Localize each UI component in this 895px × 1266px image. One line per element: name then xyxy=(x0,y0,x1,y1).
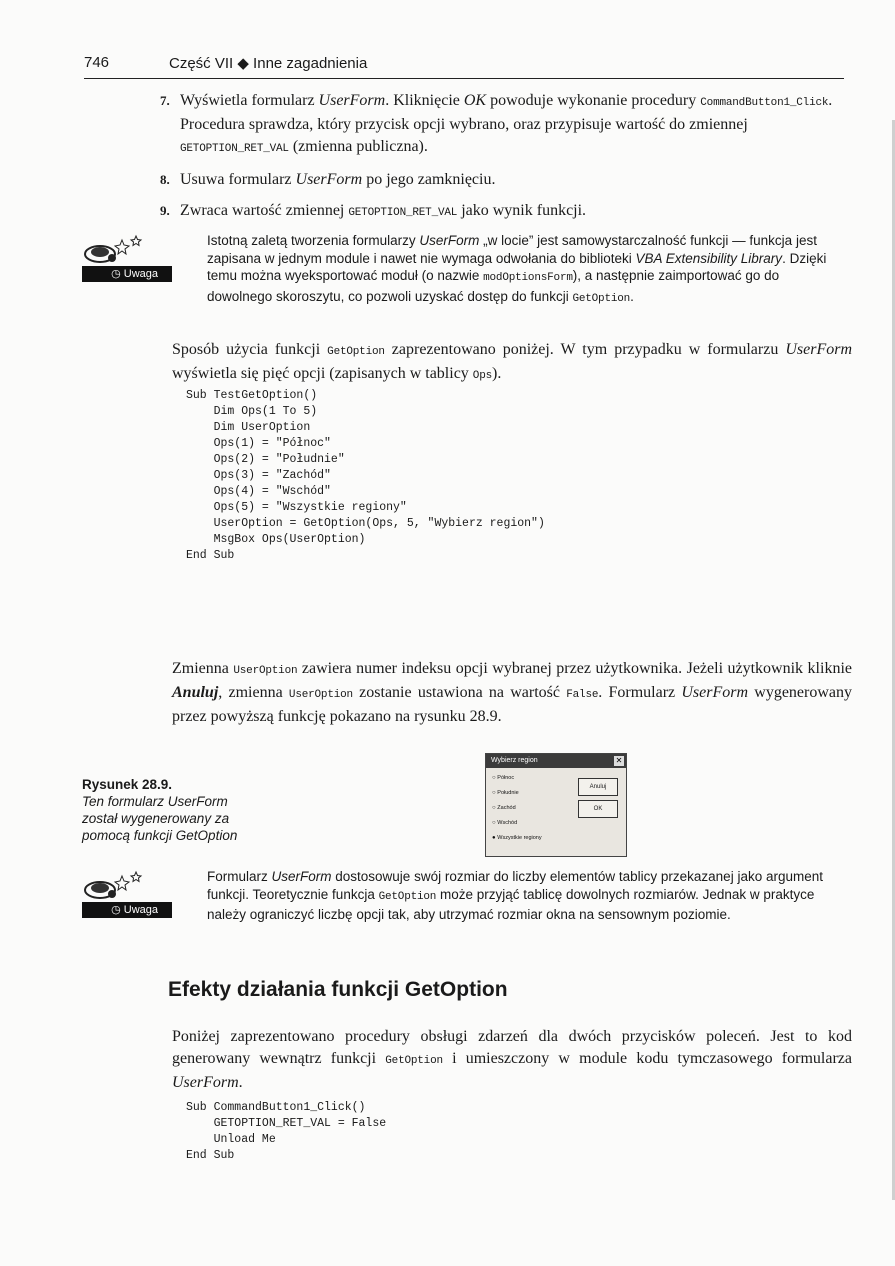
text-run: jako wynik funkcji. xyxy=(457,202,587,219)
dialog-option-selected: ● Wszystkie regiony xyxy=(492,834,542,842)
dialog-title-bar xyxy=(486,754,626,768)
text-run: ). xyxy=(492,365,502,382)
text-run: . Dzięki temu można wyeksportować moduł (o nazwie xyxy=(207,250,827,283)
text-run: , zmienna xyxy=(218,684,289,701)
list-item-text xyxy=(172,200,852,224)
emphasis: OK xyxy=(463,92,487,109)
sparkle-icon xyxy=(82,232,174,268)
sparkle-icon xyxy=(82,868,174,904)
note-label-text: Uwaga xyxy=(123,904,158,916)
list-item xyxy=(160,90,852,160)
emphasis: VBA Extensibility Library xyxy=(635,250,783,266)
emphasis: UserForm xyxy=(318,92,386,109)
text-run: po jego zamknięciu. xyxy=(362,171,496,188)
list-item-text xyxy=(172,169,852,191)
emphasis: UserForm xyxy=(419,233,480,248)
text-run: wygenerowany przez powyższą funkcję pokazano na rysunku 28.9. xyxy=(172,684,852,725)
code-block: Sub TestGetOption() Dim Ops(1 To 5) Dim UserOption Ops(1) = "Północ" Ops(2) = "Południe" Ops(3) = "Zachód" Ops(4) = "Wschód" Ops(5) = "Wszystkie regiony" UserOption = GetOption(Ops, 5, "Wybierz region") MsgBox Ops(UserOption) End Sub xyxy=(186,389,545,562)
note-text xyxy=(207,232,847,308)
text-run: . Procedura sprawdza, który przycisk opcji wybrano, oraz przypisuje wartość do zmiennej xyxy=(180,92,833,133)
text-run: . xyxy=(238,1074,243,1091)
dialog-option: ○ Zachód xyxy=(492,804,516,812)
code-term: False xyxy=(566,689,599,701)
code-term: CommandButton1_Click xyxy=(700,97,829,109)
code-term: Ops xyxy=(472,370,493,382)
text-run: . Kliknięcie xyxy=(385,92,464,109)
text-run: Usuwa formularz xyxy=(180,171,296,188)
text-run: Zmienna xyxy=(172,660,234,677)
part-title: Część VII ◆ Inne zagadnienia xyxy=(169,55,368,72)
code-term: UserOption xyxy=(233,665,298,677)
text-run: dostosowuje swój rozmiar do liczby elementów tablicy przekazanej jako argument funkcji. Teoretycznie funkcja xyxy=(207,869,823,902)
figure-caption-title: Rysunek 28.9. xyxy=(82,777,173,792)
dialog-option: ○ Południe xyxy=(492,789,519,797)
note-box xyxy=(82,232,852,322)
emphasis: UserForm xyxy=(681,684,749,701)
text-run: . xyxy=(630,288,634,304)
text-run: wyświetla się pięć opcji (zapisanych w tablicy xyxy=(172,365,473,382)
note-label-text: Uwaga xyxy=(123,268,158,280)
code-term: GetOption xyxy=(572,292,631,305)
code-term: GetOption xyxy=(378,890,437,903)
dialog-option: ○ Wschód xyxy=(492,819,517,827)
list-item xyxy=(160,169,852,191)
emphasis: UserForm xyxy=(295,171,363,188)
page-number: 746 xyxy=(84,54,110,71)
note-box xyxy=(82,868,852,948)
list-item-text xyxy=(172,90,852,160)
numbered-list xyxy=(160,90,852,233)
text-run: Wyświetla formularz xyxy=(180,92,319,109)
code-term: GetOption xyxy=(385,1055,443,1067)
code-term: GetOption xyxy=(327,346,385,358)
list-number: 9. xyxy=(160,203,170,218)
code-term: modOptionsForm xyxy=(483,272,573,284)
text-run: i umieszczony w module kodu tymczasowego formularza xyxy=(442,1050,852,1067)
text-run: . Formularz xyxy=(598,684,682,701)
text-run: zostanie ustawiona na wartość xyxy=(352,684,567,701)
running-header xyxy=(84,50,844,79)
text-run: Sposób użycia funkcji xyxy=(172,341,328,358)
paragraph xyxy=(172,1026,852,1094)
clock-icon: ◷ xyxy=(111,268,121,280)
note-label xyxy=(82,902,172,918)
text-run: zaprezentowano poniżej. W tym przypadku w formularzu xyxy=(384,341,786,358)
list-number: 8. xyxy=(160,172,170,187)
dialog-ok-button: OK xyxy=(578,800,618,818)
dialog-option: ○ Północ xyxy=(492,774,514,782)
emphasis: Anuluj xyxy=(172,684,219,701)
text-run: Poniżej zaprezentowano procedury obsługi zdarzeń dla dwóch przycisków poleceń. Jest to kod generowany wewnątrz funkcji xyxy=(172,1028,852,1067)
code-term: GETOPTION_RET_VAL xyxy=(180,143,289,155)
note-label xyxy=(82,266,172,282)
text-run: „w locie” jest samowystarczalność funkcji — funkcja jest zapisana w jednym module i nawet nie wymaga odwołania do biblioteki xyxy=(207,233,817,266)
note-icon xyxy=(82,868,174,928)
dialog-title: Wybierz region xyxy=(491,757,538,764)
emphasis: UserForm xyxy=(172,1074,239,1091)
text-run: powoduje wykonanie procedury xyxy=(486,92,701,109)
text-run: może przyjąć tablicę dowolnych rozmiarów. Jednak w praktyce należy ograniczyć liczbę opcji tak, aby utrzymać rozmiar okna na sensownym poziomie. xyxy=(207,886,815,922)
note-icon xyxy=(82,232,174,292)
section-heading: Efekty działania funkcji GetOption xyxy=(168,978,508,1001)
note-text xyxy=(207,868,847,924)
code-term: GETOPTION_RET_VAL xyxy=(348,207,458,219)
text-run: Istotną zaletą tworzenia formularzy xyxy=(207,233,420,248)
text-run: Formularz xyxy=(207,869,272,884)
emphasis: UserForm xyxy=(785,341,852,358)
paragraph xyxy=(172,339,852,387)
code-block: Sub CommandButton1_Click() GETOPTION_RET_VAL = False Unload Me End Sub xyxy=(186,1101,387,1162)
list-number: 7. xyxy=(160,93,170,108)
clock-icon: ◷ xyxy=(111,904,121,916)
close-icon: ✕ xyxy=(615,756,623,765)
dialog-cancel-button: Anuluj xyxy=(578,778,618,796)
code-term: UserOption xyxy=(288,689,353,701)
figure-caption-body: Ten formularz UserForm został wygenerowany za pomocą funkcji GetOption xyxy=(82,794,238,843)
paragraph xyxy=(172,658,852,728)
text-run: (zmienna publiczna). xyxy=(288,138,428,155)
emphasis: UserForm xyxy=(271,869,332,884)
figure-dialog-screenshot xyxy=(485,753,627,857)
list-item xyxy=(160,200,852,224)
text-run: zawiera numer indeksu opcji wybranej przez użytkownika. Jeżeli użytkownik kliknie xyxy=(297,660,852,677)
figure-caption xyxy=(82,776,262,844)
text-run: Zwraca wartość zmiennej xyxy=(180,202,349,219)
text-run: ), a następnie zaimportować go do dowolnego skoroszytu, co pozwoli uzyskać dostęp do funkcji xyxy=(207,268,780,304)
